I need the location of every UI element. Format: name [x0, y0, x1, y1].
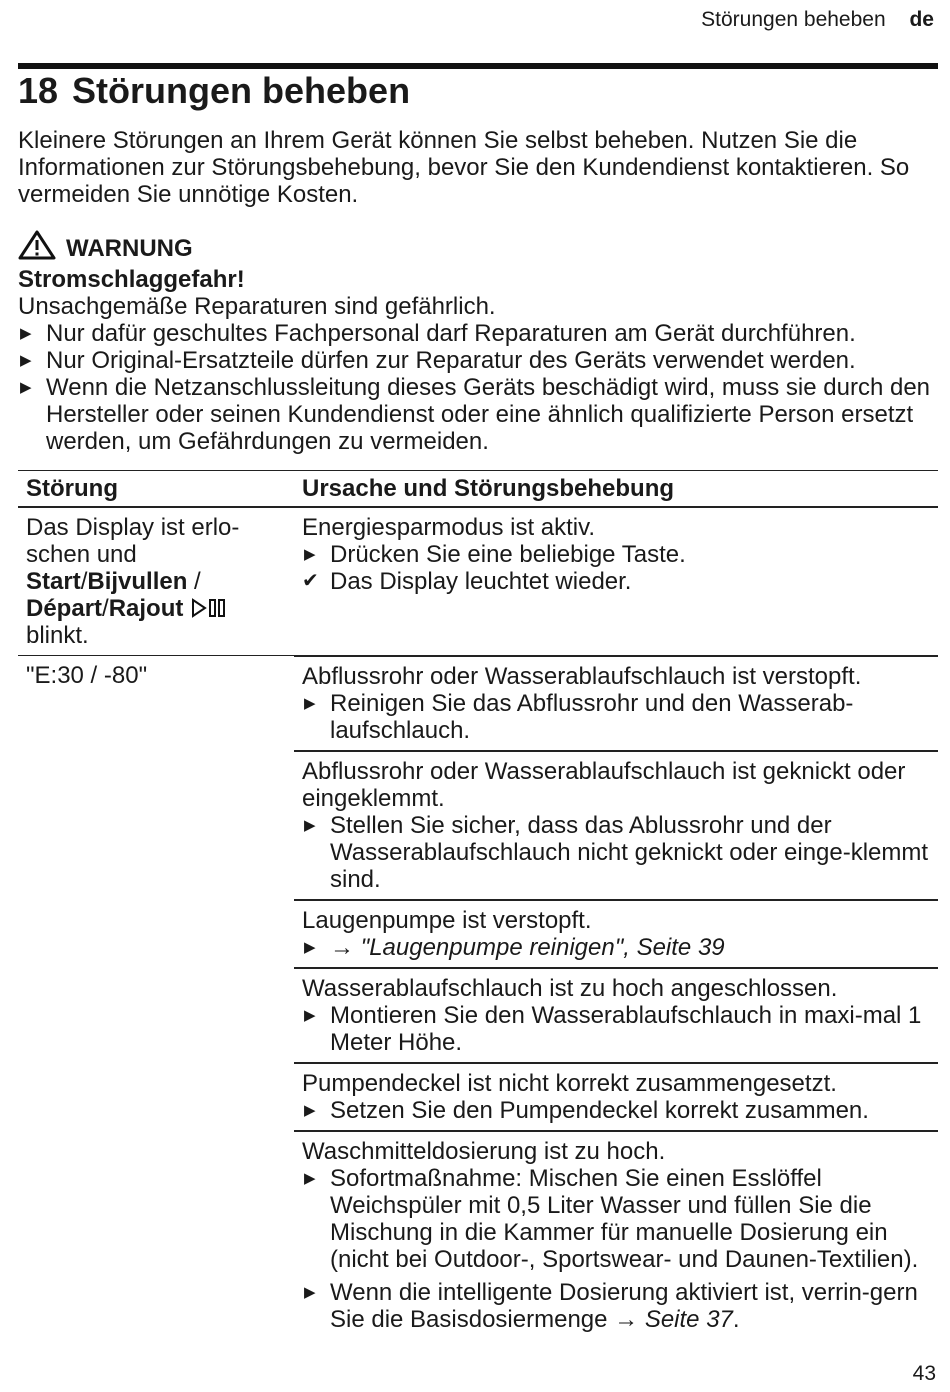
warning-header — [18, 230, 938, 266]
list-item: ▶ Setzen Sie den Pumpendeckel korrekt zusammen. — [304, 1096, 869, 1124]
bullet-icon: ▶ — [304, 938, 316, 956]
header-language: de — [909, 8, 934, 31]
table-row — [18, 507, 938, 656]
warning-label: WARNUNG — [66, 234, 193, 262]
column-header-fault: Störung — [18, 471, 294, 508]
cross-reference-link[interactable]: Seite 37 — [644, 1305, 733, 1333]
cause-cell: Pumpendeckel ist nicht korrekt zusammengesetzt. ▶ Setzen Sie den Pumpendeckel korrekt zusammen. — [294, 1063, 938, 1131]
bullet-icon: ▶ — [304, 1101, 316, 1119]
page-title — [18, 70, 410, 112]
cross-reference-link[interactable]: "Laugenpumpe reinigen", Seite 39 — [360, 933, 725, 961]
chapter-title: Störungen beheben — [72, 70, 411, 111]
bullet-icon: ▶ — [304, 546, 316, 563]
table-header-row — [18, 471, 938, 508]
list-item: ▶ Montieren Sie den Wasserablaufschlauch in maxi-mal 1 Meter Höhe. — [304, 1001, 922, 1056]
header-section-title: Störungen beheben — [701, 8, 886, 31]
bullet-icon: ▶ — [304, 694, 316, 712]
list-item: ▶ Wenn die intelligente Dosierung aktiviert ist, verrin-gern Sie die Basisdosiermenge → Seite 37. — [304, 1278, 918, 1333]
bullet-icon: ▶ — [20, 352, 32, 369]
list-item: ▶ Sofortmaßnahme: Mischen Sie einen Esslöffel Weichspüler mit 0,5 Liter Wasser und füllen Sie die Mischung in die Kammer für manuelle Dosierung ein (nicht bei Outdoor-, Sportswear- und Daunen-Textilien). — [304, 1164, 919, 1273]
bullet-icon: ▶ — [304, 1006, 316, 1024]
warning-triangle-icon — [18, 230, 66, 266]
warning-text: Unsachgemäße Reparaturen sind gefährlich. — [18, 293, 496, 320]
cause-cell: Energiesparmodus ist aktiv. ▶ Drücken Sie eine beliebige Taste. ✔ Das Display leuchtet wieder. — [294, 507, 938, 656]
bullet-icon: ▶ — [304, 1283, 316, 1301]
cause-cell: Abflussrohr oder Wasserablaufschlauch ist geknickt oder eingeklemmt. ▶ Stellen Sie sicher, dass das Ablussrohr und der Wasserablaufschlauch nicht geknickt oder einge-klemmt sind. — [294, 751, 938, 900]
intro-paragraph: Kleinere Störungen an Ihrem Gerät können Sie selbst beheben. Nutzen Sie die Informationen zur Störungsbehebung, bevor Sie den Kundendienst kontaktieren. So vermeiden Sie unnötige Kosten. — [18, 127, 910, 208]
fault-cell: Das Display ist erlo-schen und Start/Bijvullen / Départ/Rajout blinkt. — [18, 507, 294, 656]
bullet-icon: ▶ — [304, 1169, 316, 1187]
troubleshooting-table — [18, 470, 938, 1339]
list-item: ▶ Reinigen Sie das Abflussrohr und den Wasserab-laufschlauch. — [304, 689, 854, 744]
list-item: ▶ Stellen Sie sicher, dass das Ablussrohr und der Wasserablaufschlauch nicht geknickt oder einge-klemmt sind. — [304, 811, 929, 893]
bullet-icon: ▶ — [20, 379, 32, 396]
arrow-icon: → — [330, 933, 354, 961]
page-number: 43 — [912, 1362, 936, 1385]
cause-cell: Waschmitteldosierung ist zu hoch. ▶ Sofortmaßnahme: Mischen Sie einen Esslöffel Weichspüler mit 0,5 Liter Wasser und füllen Sie die Mischung in die Kammer für manuelle Dosierung ein (nicht bei Outdoor-, Sportswear- und Daunen-Textilien). ▶ Wenn die intelligente Dosierung aktiviert ist, verrin-gern Sie die Basisdosiermenge → Seite 37. — [294, 1131, 938, 1339]
checkmark-icon: ✔ — [302, 570, 319, 592]
header-rule — [18, 63, 938, 69]
fault-cell: "E:30 / -80" — [18, 656, 294, 1339]
bullet-icon: ▶ — [304, 816, 316, 834]
arrow-icon: → — [614, 1305, 639, 1333]
warning-subtitle: Stromschlaggefahr! — [18, 266, 245, 293]
cause-cell: Abflussrohr oder Wasserablaufschlauch ist verstopft. ▶ Reinigen Sie das Abflussrohr und den Wasserab-laufschlauch. — [294, 656, 938, 751]
cause-cell: Wasserablaufschlauch ist zu hoch angeschlossen. ▶ Montieren Sie den Wasserablaufschlauch in maxi-mal 1 Meter Höhe. — [294, 968, 938, 1063]
list-item — [302, 934, 930, 961]
start-pause-icon — [190, 595, 228, 622]
list-item: ✔ Das Display leuchtet wieder. — [302, 568, 632, 595]
list-item: ▶ Drücken Sie eine beliebige Taste. — [304, 541, 686, 568]
list-item: ▶ Wenn die Netzanschlussleitung dieses Geräts beschädigt wird, muss sie durch den Hersteller oder seinen Kundendienst oder eine ähnlich qualifizierte Person ersetzt werden, um Gefährdungen zu vermeiden. — [20, 374, 931, 455]
list-item: ▶ Nur Original-Ersatzteile dürfen zur Reparatur des Geräts verwendet werden. — [20, 347, 856, 374]
list-item: ▶ Nur dafür geschultes Fachpersonal darf Reparaturen am Gerät durchführen. — [20, 320, 856, 347]
warning-list — [18, 320, 938, 455]
running-header — [701, 8, 934, 32]
table-row — [18, 656, 938, 751]
column-header-cause: Ursache und Störungsbehebung — [294, 471, 938, 508]
cause-cell: Laugenpumpe ist verstopft. ▶ → "Laugenpumpe reinigen", Seite 39 — [294, 900, 938, 968]
chapter-number: 18 — [18, 70, 59, 111]
warning-box — [18, 230, 938, 455]
bullet-icon: ▶ — [20, 325, 32, 342]
